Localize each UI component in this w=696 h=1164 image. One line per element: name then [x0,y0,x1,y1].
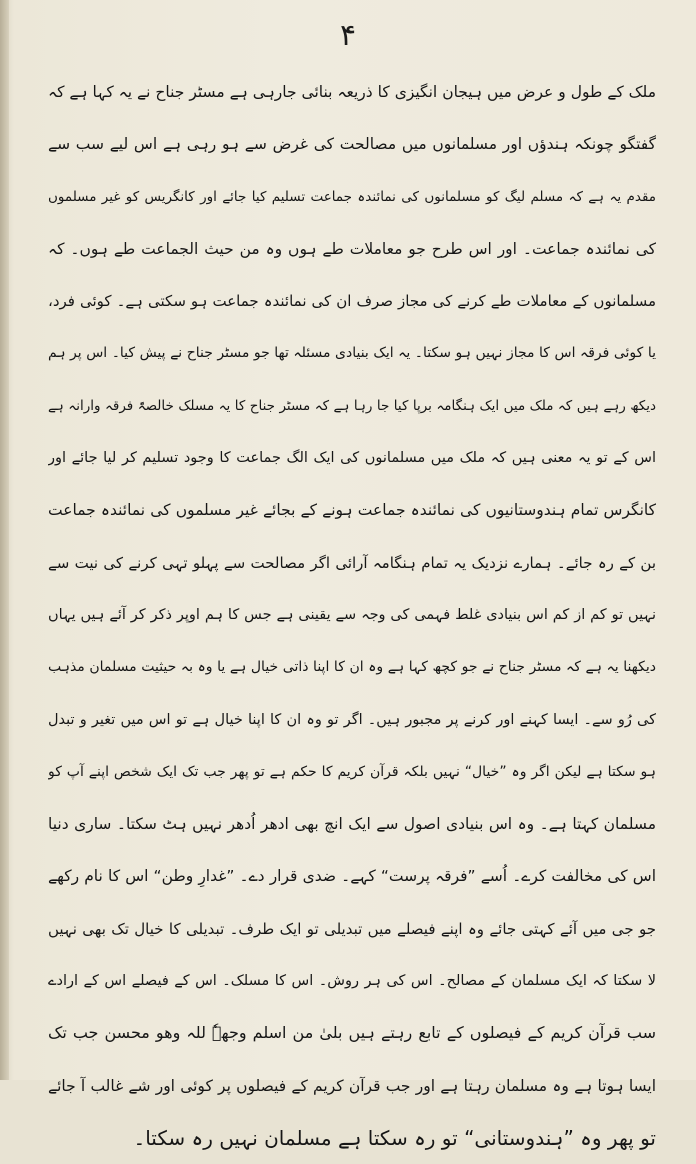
page-body-text [48,66,656,1164]
text-line: اس کی مخالفت کرے۔ اُسے ”فرقہ پرست“ کہے۔ ضدی قرار دے۔ ”غدارِ وطن“ اس کا نام رکھے [48,867,656,886]
text-line: تو پھر وہ ”ہندوستانی“ تو رہ سکتا ہے مسلمان نہیں رہ سکتا۔ [133,1125,656,1150]
text-line: اس کے تو یہ معنی ہیں کہ ملک میں مسلمانوں کی ایک الگ جماعت کا وجود تسلیم کر لیا جائے اور [48,450,656,467]
text-line: گفتگو چونکہ ہندؤں اور مسلمانوں میں مصالحت کی غرض سے ہو رہی ہے اس لیے سب سے [48,135,656,154]
text-line: لا سکتا کہ ایک مسلمان کے مصالح۔ اس کی ہر روش۔ اس کا مسلک۔ اس کے فیصلے اس کے ارادے [48,973,656,990]
text-line: نہیں تو کم از کم اس بنیادی غلط فہمی کی وجہ سے یقینی ہے جس کا ہم اوپر ذکر کر آئے ہیں یہاں [48,606,656,623]
text-line: ہو سکتا ہے لیکن اگر وہ ”خیال“ نہیں بلکہ قرآن کریم کا حکم ہے تو پھر جب تک ایک شخص اپنے آپ کو [48,763,656,780]
text-line: ایسا ہوتا ہے وہ مسلمان رہتا ہے اور جب قرآن کریم کے فیصلوں پر کوئی اور شے غالب آ جائے [48,1076,656,1095]
text-line: بن کے رہ جائے۔ ہمارے نزدیک یہ تمام ہنگامہ آرائی اگر مصالحت سے پہلو تہی کرنے کی نیت سے [48,553,656,572]
page-number: ۴ [339,18,357,53]
text-line: دیکھ رہے ہیں کہ ملک میں ایک ہنگامہ برپا کیا جا رہا ہے کہ مسٹر جناح کا یہ مسلک خالصۃً فرقہ وارانہ ہے [48,397,656,414]
text-line: کی نمائندہ جماعت۔ اور اس طرح جو معاملات طے ہوں وہ من حیث الجماعت طے ہوں۔ کہ [48,239,656,258]
page-binding-edge [0,0,9,1080]
text-line: جو جی میں آئے کہتی جائے وہ اپنے فیصلے میں تبدیلی تو ایک طرف۔ تبدیلی کا خیال تک بھی نہیں [48,919,656,938]
text-line: مسلمانوں کے معاملات طے کرنے کی مجاز صرف ان کی نمائندہ جماعت ہو سکتی ہے۔ کوئی فرد، [48,292,656,311]
text-line: کانگرس تمام ہندوستانیوں کی نمائندہ جماعت ہونے کے بجائے غیر مسلموں کی نمائندہ جماعت [48,501,656,520]
text-line: سب قرآن کریم کے فیصلوں کے تابع رہتے ہیں بلیٰ من اسلم وجھہٗ للہ وھو محسن جب تک [48,1023,656,1043]
text-line: یا کوئی فرقہ اس کا مجاز نہیں ہو سکتا۔ یہ ایک بنیادی مسئلہ تھا جو مسٹر جناح نے پیش کیا۔ اس پر ہم [48,345,656,362]
text-line: کی رُو سے۔ ایسا کہنے اور کرنے پر مجبور ہیں۔ اگر تو وہ ان کا اپنا خیال ہے تو اس میں تغیر و تبدل [48,711,656,728]
text-line: مقدم یہ ہے کہ مسلم لیگ کو مسلمانوں کی نمائندہ جماعت تسلیم کیا جائے اور کانگریس کو غیر مسلموں [48,188,656,205]
text-line: مسلمان کہتا ہے۔ وہ اس بنیادی اصول سے ایک انچ بھی ادھر اُدھر نہیں ہٹ سکتا۔ ساری دنیا [48,815,656,834]
text-line: دیکھنا یہ ہے کہ مسٹر جناح نے جو کچھ کہا ہے وہ ان کا اپنا ذاتی خیال ہے یا وہ بہ حیثیت مسلمان مذہب [48,659,656,676]
text-line: ملک کے طول و عرض میں ہیجان انگیزی کا ذریعہ بنائی جارہی ہے مسٹر جناح نے یہ کہا ہے کہ [48,83,656,101]
